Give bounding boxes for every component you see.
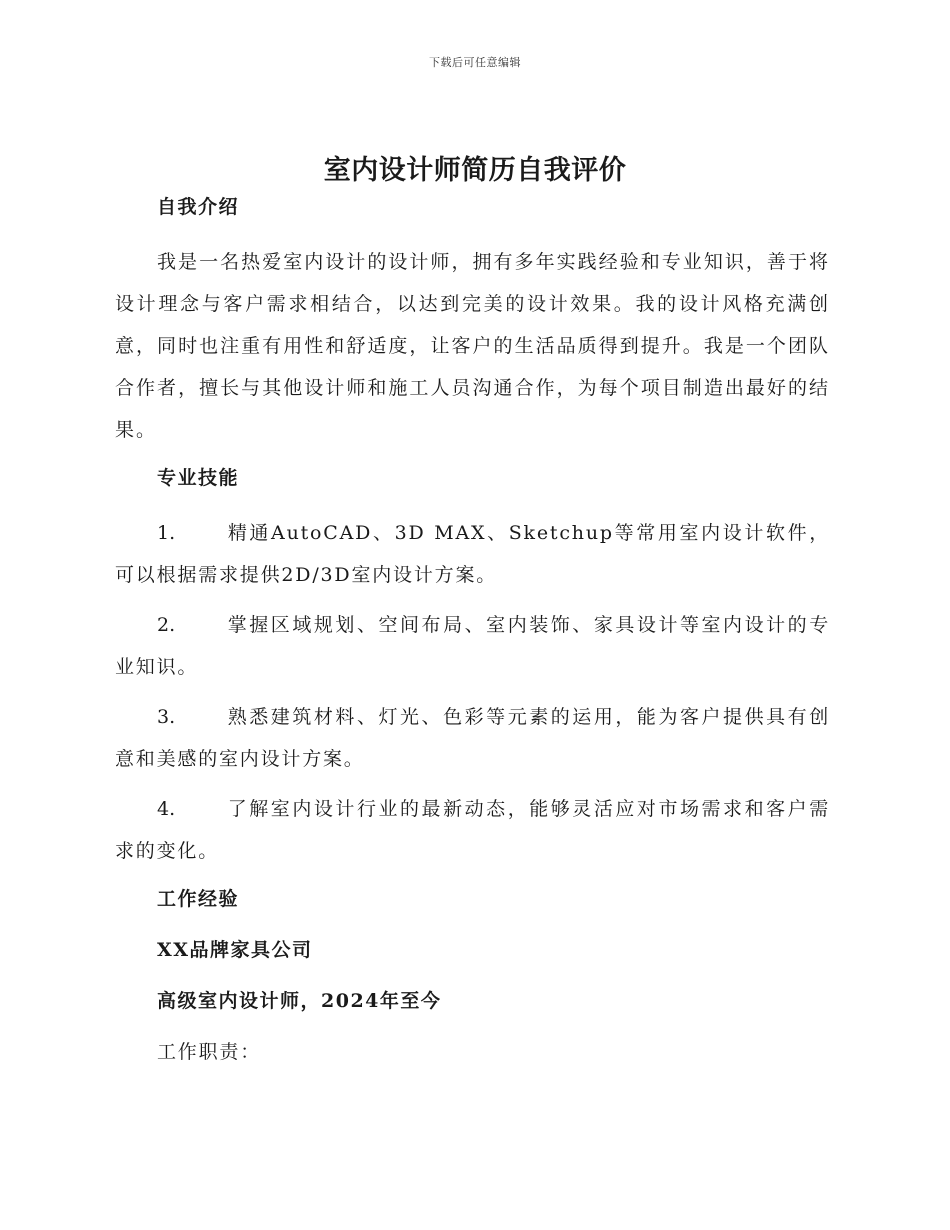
document-title: 室内设计师简历自我评价 [323, 155, 627, 186]
duties-label: 工作职责： [157, 1041, 262, 1063]
skill-number: 3. [157, 706, 176, 728]
skill-text: 精通AutoCAD、3D MAX、Sketchup等常用室内设计软件，可以根据需求提供2D/3D室内设计方案。 [115, 522, 830, 586]
company-name: XX品牌家具公司 [157, 939, 313, 961]
skill-item-2 [115, 604, 830, 688]
skill-number: 2. [157, 614, 176, 636]
skill-text: 掌握区域规划、空间布局、室内装饰、家具设计等室内设计的专业知识。 [115, 614, 830, 678]
skill-text: 熟悉建筑材料、灯光、色彩等元素的运用，能为客户提供具有创意和美感的室内设计方案。 [115, 706, 830, 770]
skill-number: 4. [157, 798, 176, 820]
skill-item-4 [115, 788, 830, 872]
document-body [115, 190, 830, 1069]
page-header: 下载后可任意编辑 [429, 56, 521, 69]
skill-item-3 [115, 696, 830, 780]
job-position: 高级室内设计师，2024年至今 [157, 990, 442, 1012]
skill-item-1 [115, 512, 830, 596]
section-heading-intro: 自我介绍 [157, 196, 240, 218]
section-heading-skills: 专业技能 [157, 467, 240, 489]
intro-paragraph: 我是一名热爱室内设计的设计师，拥有多年实践经验和专业知识，善于将设计理念与客户需求相结合，以达到完美的设计效果。我的设计风格充满创意，同时也注重有用性和舒适度，让客户的生活品质得到提升。我是一个团队合作者，擅长与其他设计师和施工人员沟通合作，为每个项目制造出最好的结果。 [115, 251, 830, 441]
skill-text: 了解室内设计行业的最新动态，能够灵活应对市场需求和客户需求的变化。 [115, 798, 830, 862]
section-heading-experience: 工作经验 [157, 888, 240, 910]
skill-number: 1. [157, 522, 176, 544]
